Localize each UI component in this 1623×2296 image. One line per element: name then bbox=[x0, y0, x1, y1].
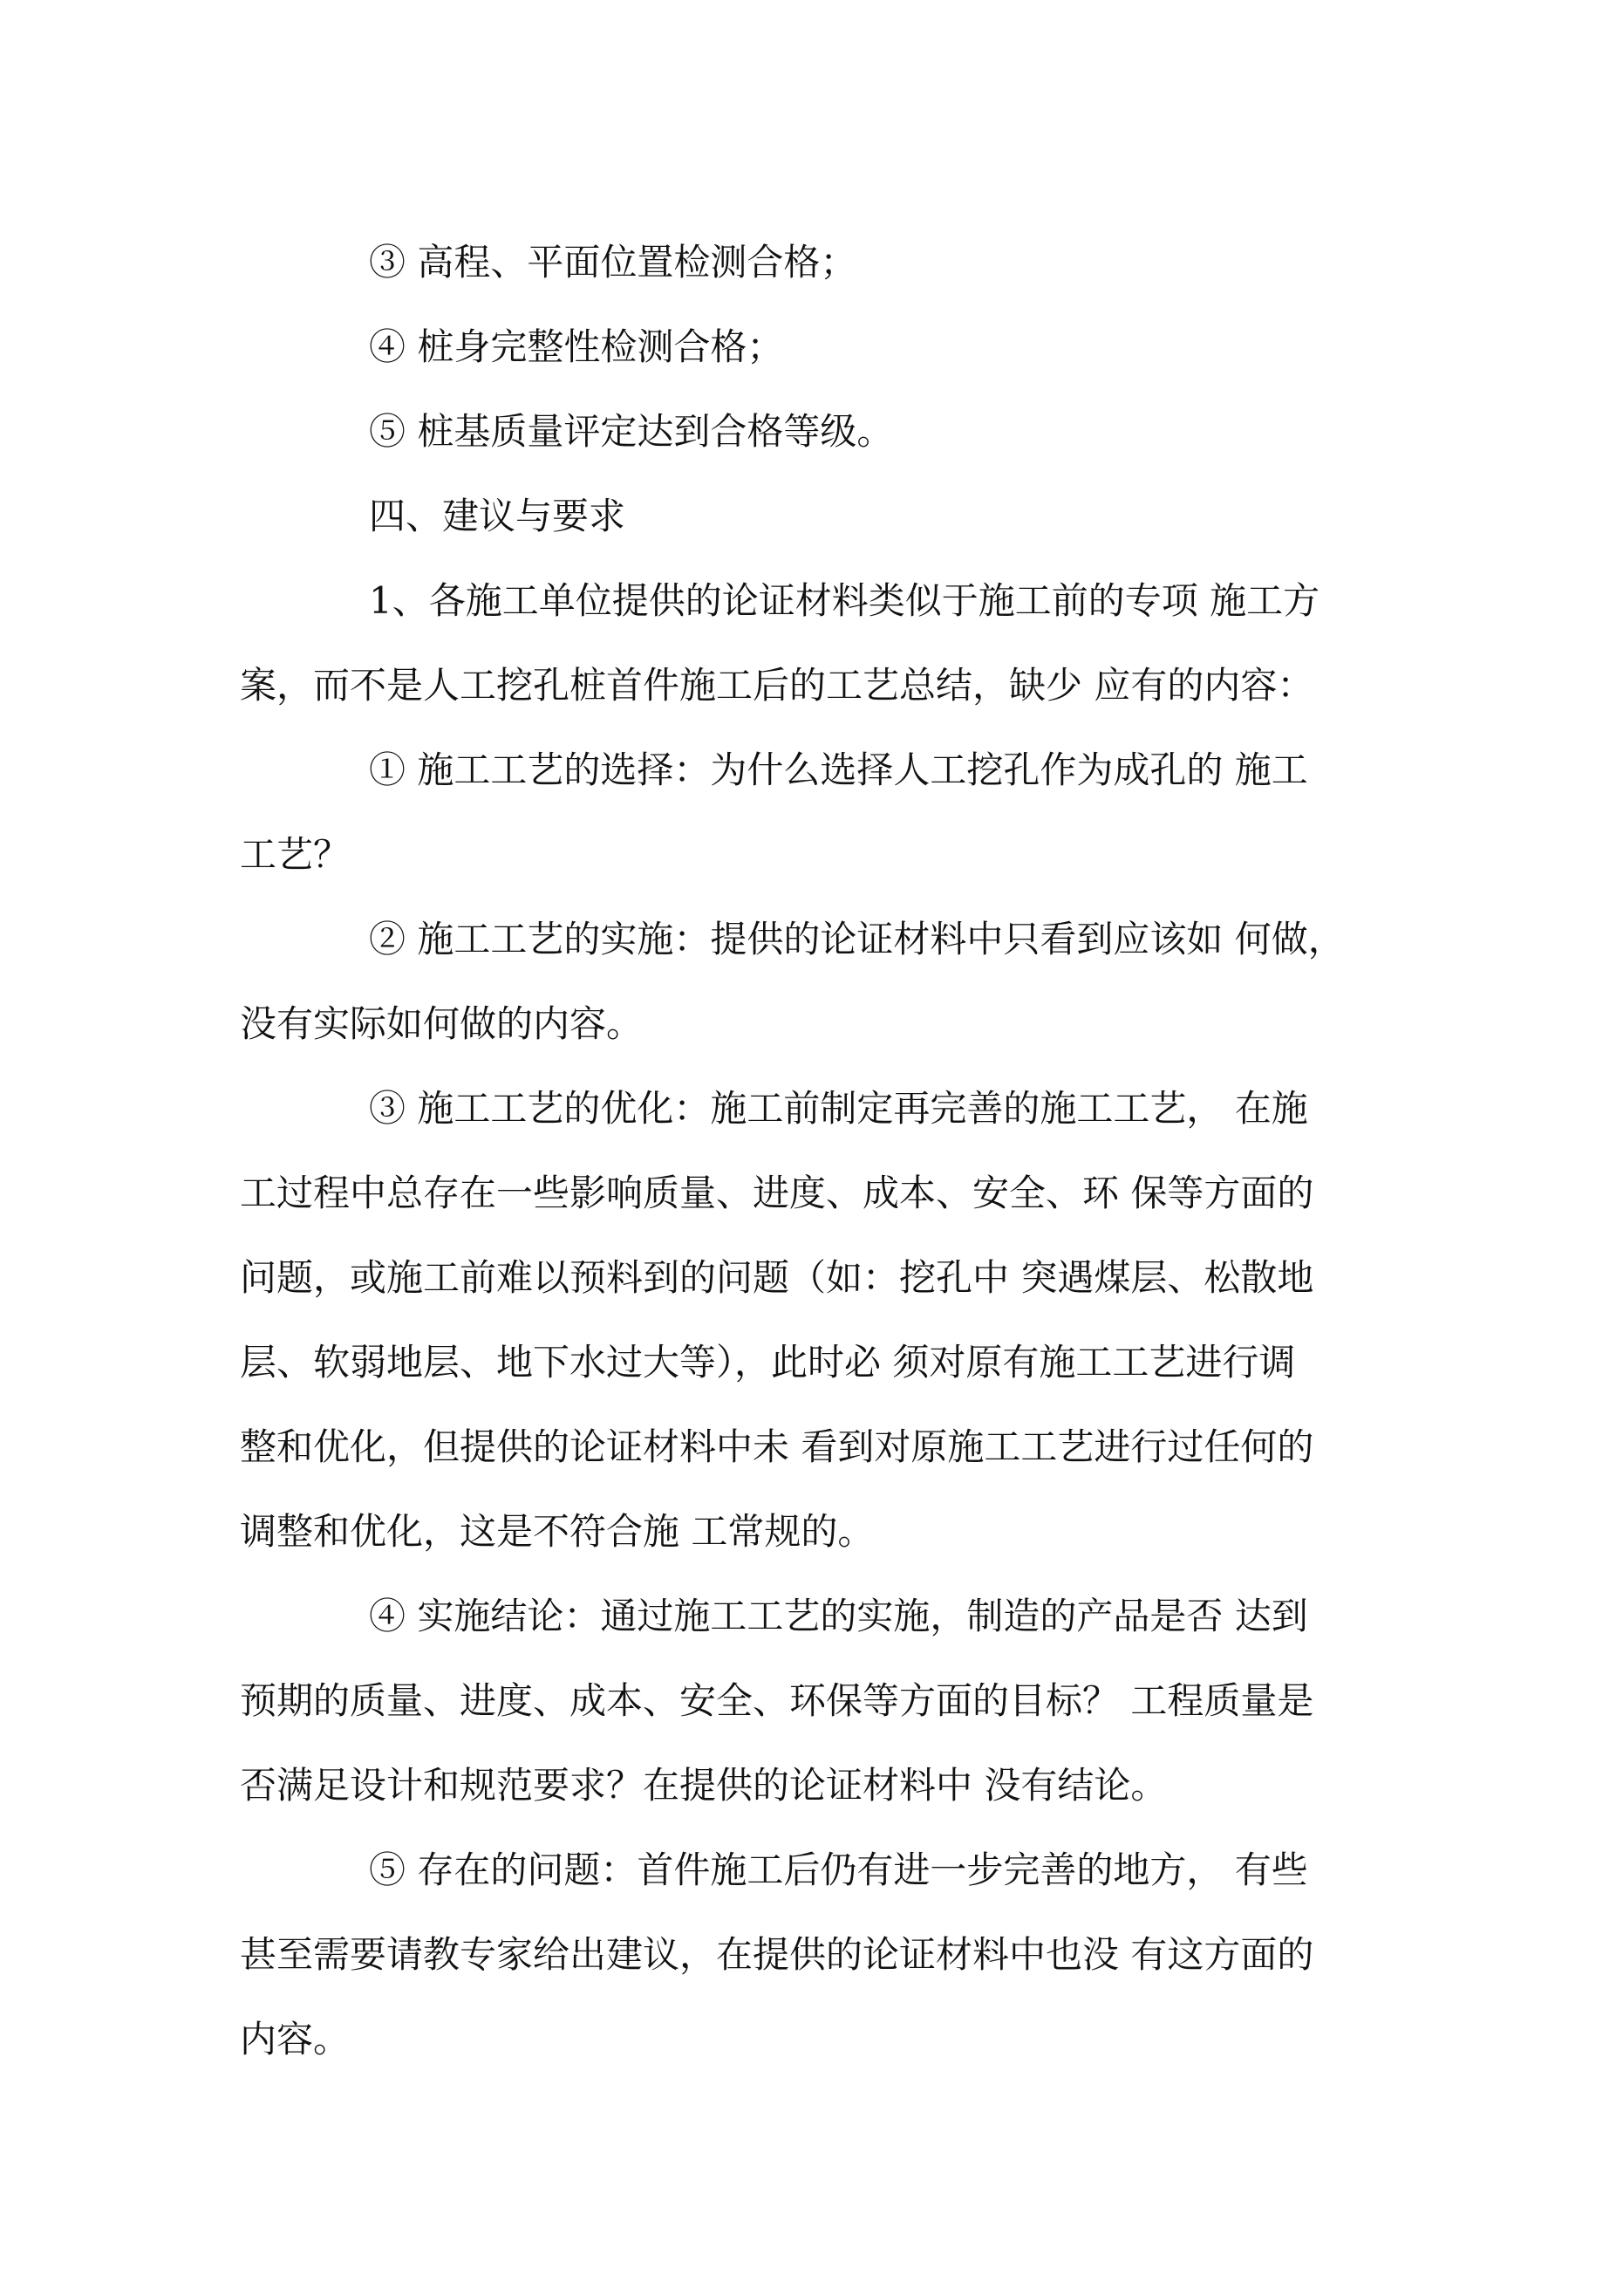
text-line: ② 施工工艺的实施：提供的论证材料中只看到应该如 何做， bbox=[369, 918, 1345, 960]
text-line: ③ 施工工艺的优化：施工前制定再完善的施工工艺， 在施 bbox=[369, 1087, 1308, 1130]
text-line: 没有实际如何做的内容。 bbox=[240, 1002, 644, 1045]
text-line: 内容。 bbox=[240, 2018, 351, 2060]
text-line: 案，而不是人工挖孔桩首件施工后的工艺总结，缺少 应有的内容： bbox=[240, 664, 1314, 707]
text-line: 预期的质量、进度、成本、安全、环保等方面的目标？ 工程质量是 bbox=[240, 1679, 1314, 1722]
text-line: ④ 桩身完整性检测合格； bbox=[369, 325, 784, 368]
text-line: ⑤ 桩基质量评定达到合格等级。 bbox=[369, 410, 894, 453]
text-line: ④ 实施结论：通过施工工艺的实施，制造的产品是否 达到 bbox=[369, 1595, 1308, 1637]
text-line: 甚至需要请教专家给出建议，在提供的论证材料中也没 有这方面的 bbox=[240, 1933, 1314, 1976]
text-line: 否满足设计和规范要求？在提供的论证材料中 没有结论。 bbox=[240, 1764, 1168, 1807]
text-line: ⑤ 存在的问题：首件施工后仍有进一步完善的地方， 有些 bbox=[369, 1848, 1308, 1891]
text-line: 层、软弱地层、地下水过大等），此时必 须对原有施工工艺进行调 bbox=[240, 1341, 1296, 1384]
text-line: ① 施工工艺的选择：为什么选择人工挖孔作为成孔的 施工 bbox=[369, 748, 1308, 791]
text-line: 工艺？ bbox=[240, 833, 351, 876]
text-line: 工过程中总存在一些影响质量、进度、成本、安全、环 保等方面的 bbox=[240, 1172, 1314, 1214]
text-line: 1、各施工单位提供的论证材料类似于施工前的专项 施工方 bbox=[369, 579, 1320, 622]
text-line: ③ 高程、平面位置检测合格； bbox=[369, 241, 857, 284]
text-line: 调整和优化，这是不符合施 工常规的。 bbox=[240, 1510, 875, 1553]
text-line: 问题，或施工前难以预料到的问题（如：挖孔中 突遇煤层、松散地 bbox=[240, 1256, 1314, 1299]
text-line: 整和优化，但提供的论证材料中未 看到对原施工工艺进行过任何的 bbox=[240, 1425, 1314, 1468]
text-line: 四、建议与要求 bbox=[369, 495, 626, 537]
